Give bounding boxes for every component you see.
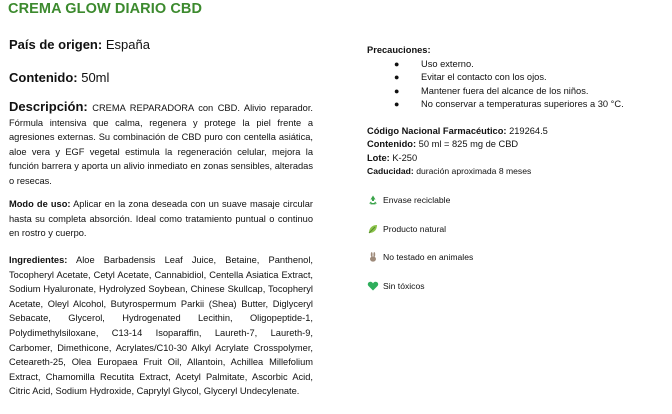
- badge-cruelty-free: [367, 250, 473, 264]
- content-row: [9, 69, 109, 86]
- precaution-text: Mantener fuera del alcance de los niños.: [421, 85, 589, 96]
- lot-value: K-250: [392, 152, 418, 163]
- badge-natural: [367, 222, 446, 236]
- usage-text: Aplicar en la zona deseada con un suave masaje circular hasta su completa absorción. Ideal como tratamiento puntual o continuo en rostro y cuerpo.: [9, 199, 313, 239]
- origin-label: País de origen:: [9, 37, 103, 52]
- precautions-label: Precauciones:: [367, 45, 431, 55]
- list-item: [367, 58, 667, 72]
- description-text: CREMA REPARADORA con CBD. Alivio reparador. Fórmula intensiva que calma, regenera y protege la piel frente a agresiones externas. Su combinación de CBD puro con centella asiática, aloe vera y EGF vegetal estimula la regeneración celular, mejora la función barrera y aporta un alivio inmediato en zonas sensibles, alteradas o resecas.: [9, 103, 313, 186]
- list-item: [367, 98, 667, 112]
- precaution-text: Evitar el contacto con los ojos.: [421, 72, 547, 82]
- list-item: [367, 85, 667, 99]
- precautions-heading: [367, 44, 667, 58]
- content-label: Contenido:: [9, 70, 78, 85]
- badge-label: No testado en animales: [383, 252, 474, 262]
- bullet-icon: ●: [394, 85, 400, 96]
- badge-label: Producto natural: [383, 224, 447, 234]
- bullet-icon: ●: [394, 72, 400, 82]
- badge-label: Envase reciclable: [383, 195, 451, 205]
- recycle-icon: [367, 194, 379, 206]
- precaution-text: Uso externo.: [421, 58, 474, 69]
- lot-row: [367, 152, 667, 166]
- spec-content-row: [367, 138, 667, 152]
- right-column: [367, 44, 667, 179]
- expiry-label: Caducidad:: [367, 166, 414, 176]
- code-value: 219264.5: [509, 125, 548, 136]
- rabbit-icon: [367, 251, 379, 263]
- bullet-icon: ●: [394, 99, 400, 109]
- ingredients-label: Ingredientes:: [9, 255, 68, 265]
- expiry-value: duración aproximada 8 meses: [416, 166, 532, 176]
- badge-label: Sin tóxicos: [383, 281, 425, 291]
- lot-label: Lote:: [367, 152, 390, 163]
- origin-value: España: [105, 37, 150, 52]
- leaf-icon: [367, 223, 379, 235]
- code-label: Código Nacional Farmacéutico:: [367, 125, 507, 136]
- bullet-icon: ●: [394, 58, 400, 69]
- ingredients-text: Aloe Barbadensis Leaf Juice, Betaine, Panthenol, Tocopheryl Acetate, Cetyl Acetate, Cannabidiol, Centella Asiatica Extract, Sodium Hyaluronate, Hydrolyzed Soybean, Chinese Skullcap, Tocopheryl Acetate, Oleyl Alcohol, Butyrospermum Parkii (Shea) Butter, Diglyceryl Sebacate, Glycerol, Hydrogenated Lecithin, Oligopeptide-1, Polydimethylsiloxane, C13-14 Isoparaffin, Laureth-7, Laureth-9, Carbomer, Dimethicone, Acrylates/C10-30 Alkyl Acrylate Crosspolymer, Ceteareth-25, Olea Europaea Fruit Oil, Allantoin, Achillea Millefolium Extract, Chamomilla Recutita Extract, Acetyl Palmitate, Ascorbic Acid, Citric Acid, Sodium Hydroxide, Caprylyl Glycol, Glyceryl Undecylenate.: [9, 255, 313, 397]
- precautions-list: [367, 58, 667, 112]
- spec-content-value: 50 ml = 825 mg de CBD: [418, 139, 519, 149]
- description-label: Descripción:: [9, 99, 88, 114]
- list-item: [367, 71, 667, 85]
- content-value: 50ml: [81, 70, 110, 85]
- spec-content-label: Contenido:: [367, 139, 417, 149]
- badge-recyclable: [367, 193, 450, 207]
- green-heart-icon: [367, 280, 379, 292]
- expiry-row: [367, 165, 667, 179]
- product-title: CREMA GLOW DIARIO CBD: [8, 1, 203, 17]
- usage-label: Modo de uso:: [9, 199, 71, 209]
- badge-non-toxic: [367, 279, 425, 293]
- usage-block: [9, 197, 313, 241]
- code-row: [367, 125, 667, 139]
- origin-row: [9, 36, 150, 53]
- description-block: [9, 100, 313, 189]
- precaution-text: No conservar a temperaturas superiores a 30 °C.: [421, 99, 624, 109]
- ingredients-block: [9, 253, 313, 399]
